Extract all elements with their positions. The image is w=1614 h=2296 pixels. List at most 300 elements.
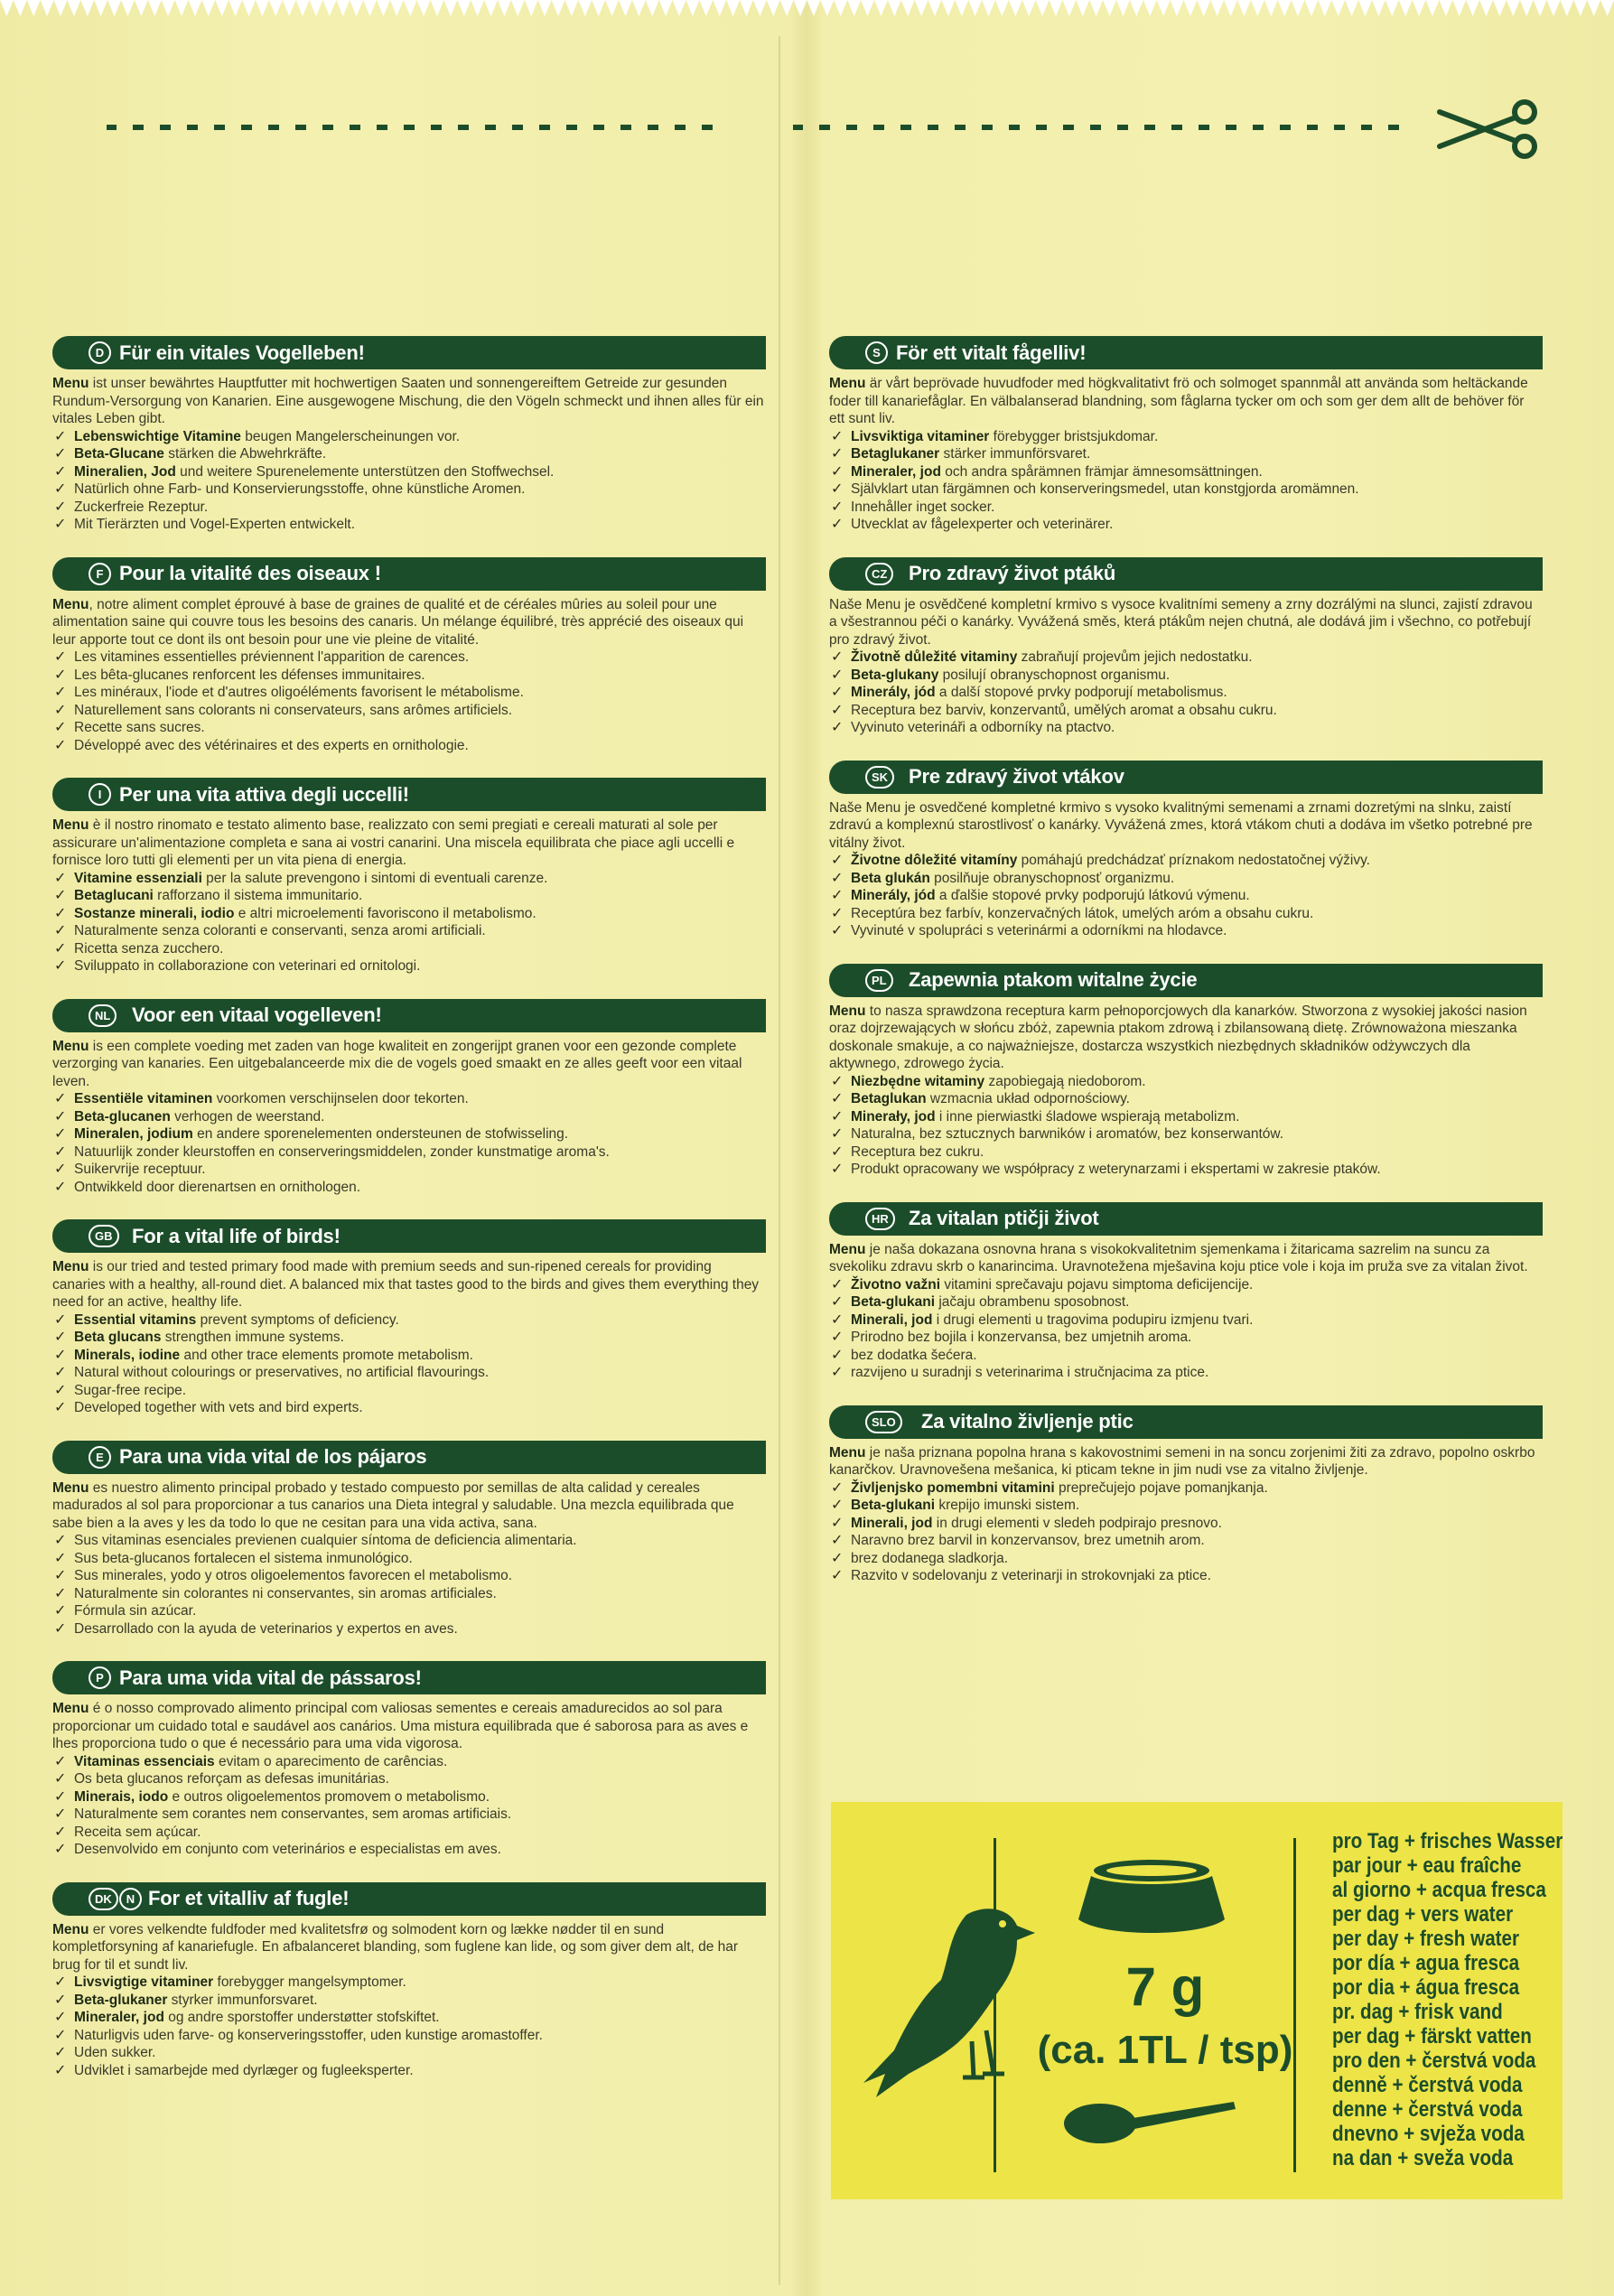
benefit-text: Natural without colourings or preservatives, no artificial flavourings. [74, 1365, 490, 1380]
benefit-text: Naturalmente sem corantes nem conservantes, sem aromas artificiais. [74, 1806, 512, 1822]
country-code-badge: N [119, 1888, 142, 1910]
benefit-text: beugen Mangelerscheinungen vor. [240, 428, 461, 444]
country-code-badge: PL [865, 969, 893, 992]
benefit-text: krepijo imunski sistem. [935, 1498, 1080, 1513]
benefit-item [52, 463, 766, 481]
benefit-highlight: Minerali, jod [851, 1311, 933, 1328]
benefit-highlight: Mineralen, jodium [74, 1126, 193, 1142]
cut-line-right [793, 123, 1407, 132]
section-dk [52, 1882, 766, 2080]
section-title: Para una vida vital de los pájaros [119, 1445, 427, 1468]
section-title: Pro zdravý život ptáků [909, 562, 1116, 584]
benefit-text: and other trace elements promote metabolism. [180, 1347, 473, 1363]
benefit-text: Les minéraux, l'iode et d'autres oligoéléments favorisent le métabolisme. [74, 685, 524, 700]
section-title: Für ein vitales Vogelleben! [119, 341, 365, 364]
country-code-badge: DK [89, 1888, 118, 1910]
section-sk [829, 761, 1543, 940]
section-title: Zapewnia ptakom witalne życie [909, 968, 1198, 991]
water-line: pr. dag + frisk vand [1332, 2000, 1503, 2024]
water-line: por día + agua fresca [1332, 1951, 1520, 1975]
benefit-item [52, 1382, 766, 1400]
benefit-text: razvijeno u suradnji s veterinarima i stručnjacima za ptice. [851, 1365, 1209, 1380]
benefit-item [52, 1567, 766, 1585]
spoon-icon [1057, 2091, 1237, 2154]
benefit-item [52, 2044, 766, 2062]
scissors-icon[interactable] [1436, 98, 1544, 161]
benefit-text: Suikervrije receptuur. [74, 1162, 206, 1177]
benefit-highlight: Betaglukaner [851, 446, 940, 462]
section-title: För ett vitalt fågelliv! [896, 341, 1087, 364]
benefit-highlight: Niezbędne witaminy [851, 1073, 985, 1089]
benefit-item [829, 481, 1543, 499]
intro-copy: é o nosso comprovado alimento principal com valiosas sementes e cereais amadurecidos ao sol para proporcionar um cuidado total e saudável aos canários. Uma mistura equilibrada que é saborosa para as aves e lhes proporciona tudo o que é necessário para uma vida vigorosa. [52, 1701, 749, 1751]
benefit-item [52, 887, 766, 905]
benefit-list [52, 1753, 766, 1859]
benefit-item [829, 1347, 1543, 1365]
benefit-item [829, 1143, 1543, 1162]
intro-copy: , notre aliment complet éprouvé à base de graines de qualité et de céréales mûries au soleil pour une alimentation saine qui couvre tous les besoins des canaris. Un mélange équilibré, très apprécié des oiseaux qui leur apporte tout ce dont ils ont besoin pour une vie pleine de vitalité. [52, 596, 744, 648]
water-line: dnevno + svježa voda [1332, 2122, 1525, 2146]
benefit-text: bez dodatka šećera. [851, 1347, 977, 1363]
brand-name: Menu [829, 376, 866, 391]
section-title: Pre zdravý život vtákov [909, 765, 1124, 788]
section-p [52, 1661, 766, 1859]
benefit-text: stärken die Abwehrkräfte. [163, 446, 327, 462]
section-title: Para uma vida vital de pássaros! [119, 1666, 422, 1689]
section-header [829, 336, 1543, 369]
benefit-text: brez dodanega sladkorja. [851, 1550, 1009, 1566]
benefit-text: förebygger bristsjukdomar. [989, 428, 1159, 444]
benefit-text: Zuckerfreie Rezeptur. [74, 499, 209, 515]
intro-text [52, 817, 766, 870]
section-title: For a vital life of birds! [132, 1224, 341, 1247]
benefit-item [829, 922, 1543, 940]
section-header [52, 557, 766, 591]
benefit-highlight: Beta-glucanen [74, 1108, 171, 1125]
benefit-item [52, 1108, 766, 1126]
intro-text [52, 1038, 766, 1091]
benefit-item [829, 1311, 1543, 1330]
water-line: per dag + färskt vatten [1332, 2024, 1532, 2049]
intro-copy: je naša dokazana osnovna hrana s visokokvalitetnim sjemenkama i žitaricama sazrelim na suncu za svekoliku zdravu skrb o kanarincima. Uravnotežena mješavina koju ptice vole i koja im pruža sve za vitalan život. [829, 1241, 1528, 1274]
benefit-item [52, 1550, 766, 1568]
benefit-text: i drugi elementi u tragovima podupiru izmjenu tvari. [932, 1311, 1254, 1328]
benefit-text: Razvito v sodelovanju z veterinarji in strokovnjaki za ptice. [851, 1568, 1211, 1583]
benefit-item [52, 1125, 766, 1143]
benefit-highlight: Življenjsko pomembni vitamini [851, 1479, 1055, 1496]
section-title: For et vitalliv af fugle! [148, 1887, 350, 1909]
benefit-text: Sus beta-glucanos fortalecen el sistema inmunológico. [74, 1550, 413, 1566]
benefit-highlight: Beta glucans [74, 1330, 162, 1345]
brand-name: Menu [52, 1701, 89, 1716]
benefit-highlight: Essentiële vitaminen [74, 1091, 213, 1106]
benefit-text: a ďalšie stopové prvky podporujú látkovú výmenu. [935, 888, 1250, 903]
brand-name: Menu [52, 596, 89, 612]
section-header [829, 761, 1543, 794]
benefit-text: pomáhajú predchádzať príznakom nedostatočnej výživy. [1017, 853, 1370, 868]
divider-right [1293, 1838, 1296, 2172]
water-line: per dag + vers water [1332, 1902, 1514, 1927]
section-gb [52, 1219, 766, 1417]
section-header [829, 964, 1543, 997]
benefit-item [829, 1550, 1543, 1568]
water-line: na dan + sveža voda [1332, 2146, 1514, 2170]
section-body [829, 1003, 1543, 1179]
benefit-text: Självklart utan färgämnen och konserveringsmedel, utan konstgjorda aromämnen. [851, 481, 1359, 497]
intro-copy: is een complete voeding met zaden van hoge kwaliteit en zongerijpt granen voor een gezonde complete verzorging van kanaries. Een uitgebalanceerde mix die de vogels goed smaakt en ze alles geeft voor een vitaal leven. [52, 1038, 742, 1089]
section-header [52, 1661, 766, 1694]
section-body [52, 1038, 766, 1197]
benefit-text: Sviluppato in collaborazione con veterinari ed ornitologi. [74, 958, 421, 974]
benefit-item [829, 1479, 1543, 1498]
benefit-item [52, 499, 766, 517]
intro-text [52, 1479, 766, 1533]
benefit-highlight: Vitamine essenziali [74, 870, 202, 886]
section-nl [52, 999, 766, 1197]
benefit-list [52, 428, 766, 534]
benefit-item [52, 1585, 766, 1603]
benefit-text: Natürlich ohne Farb- und Konservierungsstoffe, ohne künstliche Aromen. [74, 481, 526, 497]
benefit-highlight: Beta-glukani [851, 1498, 936, 1513]
section-body [829, 1444, 1543, 1585]
country-code-badge: D [89, 341, 111, 364]
benefit-item [829, 667, 1543, 685]
benefit-text: Les vitamines essentielles préviennent l'apparition de carences. [74, 649, 470, 665]
benefit-list [52, 1311, 766, 1417]
benefit-item [52, 1161, 766, 1179]
benefit-text: prevent symptoms of deficiency. [196, 1311, 399, 1328]
section-header [829, 1405, 1543, 1439]
intro-copy: to nasza sprawdzona receptura karm pełnoporcjowych dla kanarków. Stworzona z wysokiej jakości nasion oraz dojrzewających w słońcu zbóż, zapewnia ptakom zdrową i zbilansowaną dietę. Zrównoważona mieszanka doskonale smakuje, a co najważniejsze, dostarcza wszystkich niezbędnych składników odżywczych dla aktywnego, zdrowego życia. [829, 1003, 1527, 1071]
benefit-item [52, 1399, 766, 1417]
benefit-text: Développé avec des vétérinaires et des experts en ornithologie. [74, 737, 469, 753]
benefit-text: Sus minerales, yodo y otros oligoelementos favorecen el metabolismo. [74, 1568, 513, 1583]
benefit-highlight: Mineraler, jod [851, 463, 941, 480]
benefit-item [829, 1364, 1543, 1382]
brand-name: Menu [829, 1003, 866, 1019]
benefit-item [52, 905, 766, 923]
benefit-highlight: Betaglucani [74, 888, 154, 903]
benefit-item [52, 1143, 766, 1162]
benefit-highlight: Livsviktiga vitaminer [851, 428, 990, 444]
intro-copy: je naša priznana popolna hrana s kakovostnimi semeni in na soncu zorjenimi žiti za zdravo, popolno oskrbo kanarčkov. Uravnovešena mešanica, ki pticam tekne in jim nudi vse za vitalno življenje. [829, 1444, 1535, 1478]
country-code-badge: P [89, 1666, 111, 1689]
benefit-list [829, 852, 1543, 940]
brand-name: Menu [52, 1038, 89, 1054]
water-line: denně + čerstvá voda [1332, 2073, 1523, 2097]
benefit-text: Fórmula sin azúcar. [74, 1603, 197, 1619]
divider-left [994, 1838, 996, 2172]
benefit-text: Receptúra bez farbív, konzervačných látok, umelých aróm a obsahu cukru. [851, 905, 1314, 921]
country-code-badge: NL [89, 1004, 117, 1027]
benefit-item [829, 1567, 1543, 1585]
benefit-highlight: Minerály, jód [851, 685, 936, 700]
intro-copy: Naše Menu je osvedčené kompletné krmivo s vysoko kvalitnými semenami a zrnami dozretými na slnku, zaistí zdravú a komplexnú starostlivosť o kanárky. Vyvážená zmes, ktorá vtákom chuti a dodáva im všetko potrebné pre vitálny život. [829, 799, 1533, 851]
benefit-item [829, 1276, 1543, 1294]
benefit-item [52, 940, 766, 958]
benefit-text: forebygger mangelsymptomer. [213, 1974, 406, 1990]
benefit-item [829, 1293, 1543, 1311]
benefit-item [52, 1532, 766, 1550]
section-title: Per una vita attiva degli uccelli! [119, 782, 409, 806]
benefit-text: Desenvolvido em conjunto com veterinários e especialistas em aves. [74, 1842, 501, 1857]
benefit-item [52, 2009, 766, 2027]
benefit-highlight: Beta-glukaner [74, 1992, 168, 2008]
benefit-text: zabraňují projevům jejich nedostatku. [1017, 649, 1253, 665]
benefit-text: posilňuje obranyschopnosť organizmu. [929, 870, 1175, 886]
benefit-list [52, 1532, 766, 1638]
benefit-text: Naravno brez barvil in konzervansov, brez umetnih arom. [851, 1533, 1205, 1548]
benefit-text: Ontwikkeld door dierenartsen en ornithologen. [74, 1179, 361, 1195]
benefit-item [829, 702, 1543, 720]
water-line: pro Tag + frisches Wasser [1332, 1829, 1563, 1853]
benefit-text: Produkt opracowany we współpracy z weterynarzami i ekspertami w zakresie ptaków. [851, 1162, 1381, 1177]
intro-text [52, 1258, 766, 1311]
benefit-highlight: Mineraler, jod [74, 2010, 164, 2025]
benefit-item [52, 1974, 766, 1992]
intro-text [52, 375, 766, 428]
benefit-text: Naturalmente senza coloranti e conservanti, senza aromi artificiali. [74, 923, 486, 938]
benefit-text: Vyvinuté v spolupráci s veterinármi a odorníkmi na hlodavce. [851, 923, 1227, 938]
benefit-text: und weitere Spurenelemente unterstützen den Stoffwechsel. [175, 463, 555, 480]
benefit-list [829, 649, 1543, 737]
benefit-item [52, 481, 766, 499]
intro-text [829, 596, 1543, 649]
benefit-item [829, 1532, 1543, 1550]
benefit-text: Natuurlijk zonder kleurstoffen en conserveringsmiddelen, zonder kunstmatige aroma's. [74, 1143, 610, 1160]
section-title: Pour la vitalité des oiseaux ! [119, 562, 381, 584]
benefit-text: och andra spårämnen främjar ämnesomsättningen. [940, 463, 1263, 480]
benefit-item [829, 684, 1543, 702]
section-hr [829, 1202, 1543, 1382]
benefit-item [829, 499, 1543, 517]
benefit-text: e outros oligoelementos promovem o metabolismo. [168, 1788, 490, 1805]
section-body [52, 1921, 766, 2080]
benefit-item [829, 1329, 1543, 1347]
benefit-text: in drugi elementi v sledeh podpirajo presnovo. [932, 1515, 1222, 1531]
country-code-badge: HR [865, 1208, 895, 1230]
benefit-item [52, 922, 766, 940]
brand-name: Menu [829, 1241, 866, 1257]
benefit-highlight: Životně důležité vitaminy [851, 649, 1018, 665]
section-body [52, 1479, 766, 1638]
benefit-highlight: Minerály, jód [851, 888, 936, 903]
benefit-item [829, 1497, 1543, 1515]
benefit-highlight: Mineralien, Jod [74, 463, 176, 480]
benefit-text: evitam o aparecimento de carências. [214, 1753, 448, 1769]
benefit-item [52, 737, 766, 755]
benefit-text: Prirodno bez bojila i konzervansa, bez umjetnih aroma. [851, 1330, 1192, 1345]
section-title: Za vitalno življenje ptic [921, 1410, 1134, 1433]
benefit-highlight: Minerals, iodine [74, 1347, 181, 1363]
section-i [52, 778, 766, 975]
benefit-text: Naturalmente sin colorantes ni conservantes, sin aromas artificiales. [74, 1585, 497, 1601]
benefit-item [829, 1161, 1543, 1179]
benefit-item [829, 463, 1543, 481]
benefit-text: Sugar-free recipe. [74, 1382, 187, 1398]
intro-text [52, 1700, 766, 1753]
benefit-item [829, 1125, 1543, 1143]
section-body [52, 1700, 766, 1859]
section-header [52, 1441, 766, 1474]
intro-copy: ist unser bewährtes Hauptfutter mit hochwertigen Saaten und sonnengereiftem Getreide zur gesunden Rundum-Versorgung von Kanarien. Eine ausgewogene Mischung, die den Vögeln schmeckt und ihnen alles für ein vitales Leben gibt. [52, 376, 764, 426]
brand-name: Menu [52, 1921, 89, 1937]
benefit-item [52, 1602, 766, 1620]
intro-text [829, 1003, 1543, 1073]
section-title: Voor een vitaal vogelleven! [132, 1003, 382, 1026]
intro-copy: è il nostro rinomato e testato alimento base, realizzato con semi pregiati e cereali maturati al sole per assicurare un'alimentazione completa e sana ai vostri canarini. Una miscela equilibrata che piace agli uccelli e fornisce loro tutti gli elementi per un vita piena di energia. [52, 817, 735, 868]
water-line: per day + fresh water [1332, 1927, 1520, 1951]
benefit-text: styrker immunforsvaret. [167, 1992, 318, 2008]
section-header [52, 336, 766, 369]
bowl-icon [1075, 1856, 1228, 1942]
benefit-highlight: Betaglukan [851, 1091, 927, 1106]
intro-text [829, 1241, 1543, 1276]
benefit-item [52, 719, 766, 737]
benefit-item [52, 1364, 766, 1382]
benefit-item [52, 1824, 766, 1842]
benefit-item [52, 2062, 766, 2080]
benefit-item [52, 1992, 766, 2010]
benefit-item [829, 852, 1543, 870]
country-code-badge: S [865, 341, 888, 364]
benefit-text: strengthen immune systems. [161, 1330, 344, 1345]
country-code-badge: CZ [865, 563, 893, 585]
benefit-item [52, 428, 766, 446]
country-code-badge: F [89, 563, 111, 585]
country-code-badge: SK [865, 766, 894, 789]
section-body [829, 596, 1543, 737]
benefit-text: zapobiegają niedoborom. [984, 1073, 1146, 1089]
benefit-list [52, 1974, 766, 2079]
benefit-text: Udviklet i samarbejde med dyrlæger og fugleeksperter. [74, 2062, 414, 2078]
benefit-item [52, 516, 766, 534]
benefit-highlight: Minerały, jod [851, 1108, 936, 1125]
water-line: al giorno + acqua fresca [1332, 1878, 1546, 1902]
benefit-list [829, 1479, 1543, 1585]
benefit-text: Les bêta-glucanes renforcent les défenses immunitaires. [74, 667, 425, 683]
benefit-item [829, 1515, 1543, 1533]
benefit-highlight: Livsvigtige vitaminer [74, 1974, 214, 1990]
section-cz [829, 557, 1543, 737]
benefit-item [52, 684, 766, 702]
benefit-item [829, 1073, 1543, 1091]
section-header [52, 1882, 766, 1916]
benefit-text: voorkomen verschijnselen door tekorten. [212, 1091, 469, 1106]
section-header [52, 778, 766, 811]
section-body [829, 375, 1543, 534]
benefit-text: per la salute prevengono i sintomi di eventuali carenze. [201, 870, 548, 886]
benefit-item [829, 649, 1543, 667]
intro-copy: Naše Menu je osvědčené kompletní krmivo s vysoce kvalitními semeny a zrny dozrálými na slunci, zajistí zdravou a všestrannou péči o kanárky. Vyvážená směs, která ptákům nejen chutná, ale dodává jim i všechno, co potřebují pro zdravý život. [829, 596, 1533, 648]
benefit-text: Innehåller inget socker. [851, 499, 995, 515]
center-seam [779, 36, 780, 2285]
benefit-item [52, 1179, 766, 1197]
benefit-list [829, 1276, 1543, 1382]
benefit-highlight: Sostanze minerali, iodio [74, 905, 235, 921]
benefit-text: posilují obranyschopnost organismu. [938, 667, 1171, 683]
benefit-item [829, 870, 1543, 888]
benefit-item [829, 516, 1543, 534]
daily-amount: 7 g [1125, 1956, 1205, 2017]
section-header [829, 1202, 1543, 1236]
benefit-text: Receptura bez cukru. [851, 1143, 984, 1160]
benefit-text: stärker immunförsvaret. [939, 446, 1091, 462]
country-code-badge: GB [89, 1225, 119, 1247]
benefit-text: Developed together with vets and bird experts. [74, 1400, 363, 1415]
benefit-list [52, 870, 766, 975]
benefit-item [52, 1841, 766, 1859]
benefit-text: og andre sporstoffer understøtter stofskiftet. [163, 2010, 440, 2025]
benefit-item [52, 870, 766, 888]
benefit-item [52, 667, 766, 685]
section-header [52, 1219, 766, 1253]
benefit-text: Utvecklat av fågelexperter och veterinärer. [851, 517, 1114, 532]
intro-text [52, 1921, 766, 1974]
section-s [829, 336, 1543, 534]
benefit-text: Naturligvis uden farve- og konserveringsstoffer, uden kunstige aromastoffer. [74, 2027, 543, 2043]
section-d [52, 336, 766, 534]
benefit-item [829, 445, 1543, 463]
benefit-text: vitamini sprečavaju pojavu simptoma deficijencije. [940, 1276, 1254, 1293]
benefit-item [52, 1806, 766, 1824]
benefit-text: verhogen de weerstand. [170, 1108, 325, 1125]
benefit-item [829, 887, 1543, 905]
benefit-highlight: Beta glukán [851, 870, 930, 886]
benefit-item [829, 905, 1543, 923]
intro-text [52, 596, 766, 649]
intro-text [829, 1444, 1543, 1479]
intro-copy: es nuestro alimento principal probado y testado compuesto por semillas de alta calidad y cereales madurados al sol para proporcionar a tus canarios una Dieta integral y saludable. Una mezcla equilibrada que sabe bien a la aves y les da todo lo que ne cesitan para una vida activa, sana. [52, 1479, 734, 1531]
benefit-text: Receptura bez barviv, konzervantů, umělých aromat a obsahu cukru. [851, 702, 1277, 718]
benefit-highlight: Beta-glukani [851, 1294, 936, 1310]
benefit-text: Recette sans sucres. [74, 720, 205, 735]
benefit-item [829, 428, 1543, 446]
benefit-highlight: Životne dôležité vitamíny [851, 853, 1018, 868]
feeding-guide-panel [831, 1802, 1563, 2199]
benefit-item [829, 1108, 1543, 1126]
benefit-text: i inne pierwiastki śladowe wspierają metabolizm. [935, 1108, 1240, 1125]
water-line: par jour + eau fraîche [1332, 1853, 1522, 1878]
benefit-item [52, 1311, 766, 1330]
intro-copy: is our tried and tested primary food made with premium seeds and sun-ripened cereals for providing canaries with a healthy, all-round diet. A balanced mix that tastes good to the birds and gives them everything they need for an active, healthy life. [52, 1259, 760, 1310]
benefit-item [52, 445, 766, 463]
benefit-highlight: Minerali, jod [851, 1515, 933, 1531]
benefit-list [829, 1073, 1543, 1179]
right-column [829, 336, 1543, 1605]
teaspoon-measure: (ca. 1TL / tsp) [1037, 2028, 1293, 2072]
benefit-item [52, 702, 766, 720]
section-header [52, 999, 766, 1032]
benefit-text: Receita sem açúcar. [74, 1824, 201, 1840]
section-pl [829, 964, 1543, 1179]
benefit-text: Naturalna, bez sztucznych barwników i aromatów, bez konserwantów. [851, 1126, 1284, 1142]
benefit-text: a další stopové prvky podporují metabolismus. [935, 685, 1227, 700]
benefit-item [52, 1753, 766, 1771]
intro-copy: är vårt beprövade huvudfoder med högkvalitativt frö och solmoget spannmål att använda som heltäckande foder till kanariefåglar. En välbalanserad blandning, som fåglarna tycker om och som ger dem allt de behöver för ett sunt liv. [829, 376, 1528, 426]
left-column [52, 336, 766, 2099]
intro-text [829, 375, 1543, 428]
cut-line-left [107, 123, 730, 132]
benefit-highlight: Beta-glukany [851, 667, 939, 683]
water-line: pro den + čerstvá voda [1332, 2049, 1536, 2073]
benefit-item [52, 1347, 766, 1365]
benefit-text: e altri microelementi favoriscono il metabolismo. [234, 905, 536, 921]
intro-copy: er vores velkendte fuldfoder med kvalitetsfrø og solmodent korn og lække nødder til en sund kompletforsyning af kanariefugle. En afbalanceret blanding, som fuglene kan lide, og som giver dem alt, de har brug for til et sundt liv. [52, 1921, 739, 1973]
section-body [52, 1258, 766, 1417]
section-header [829, 557, 1543, 591]
section-e [52, 1441, 766, 1638]
